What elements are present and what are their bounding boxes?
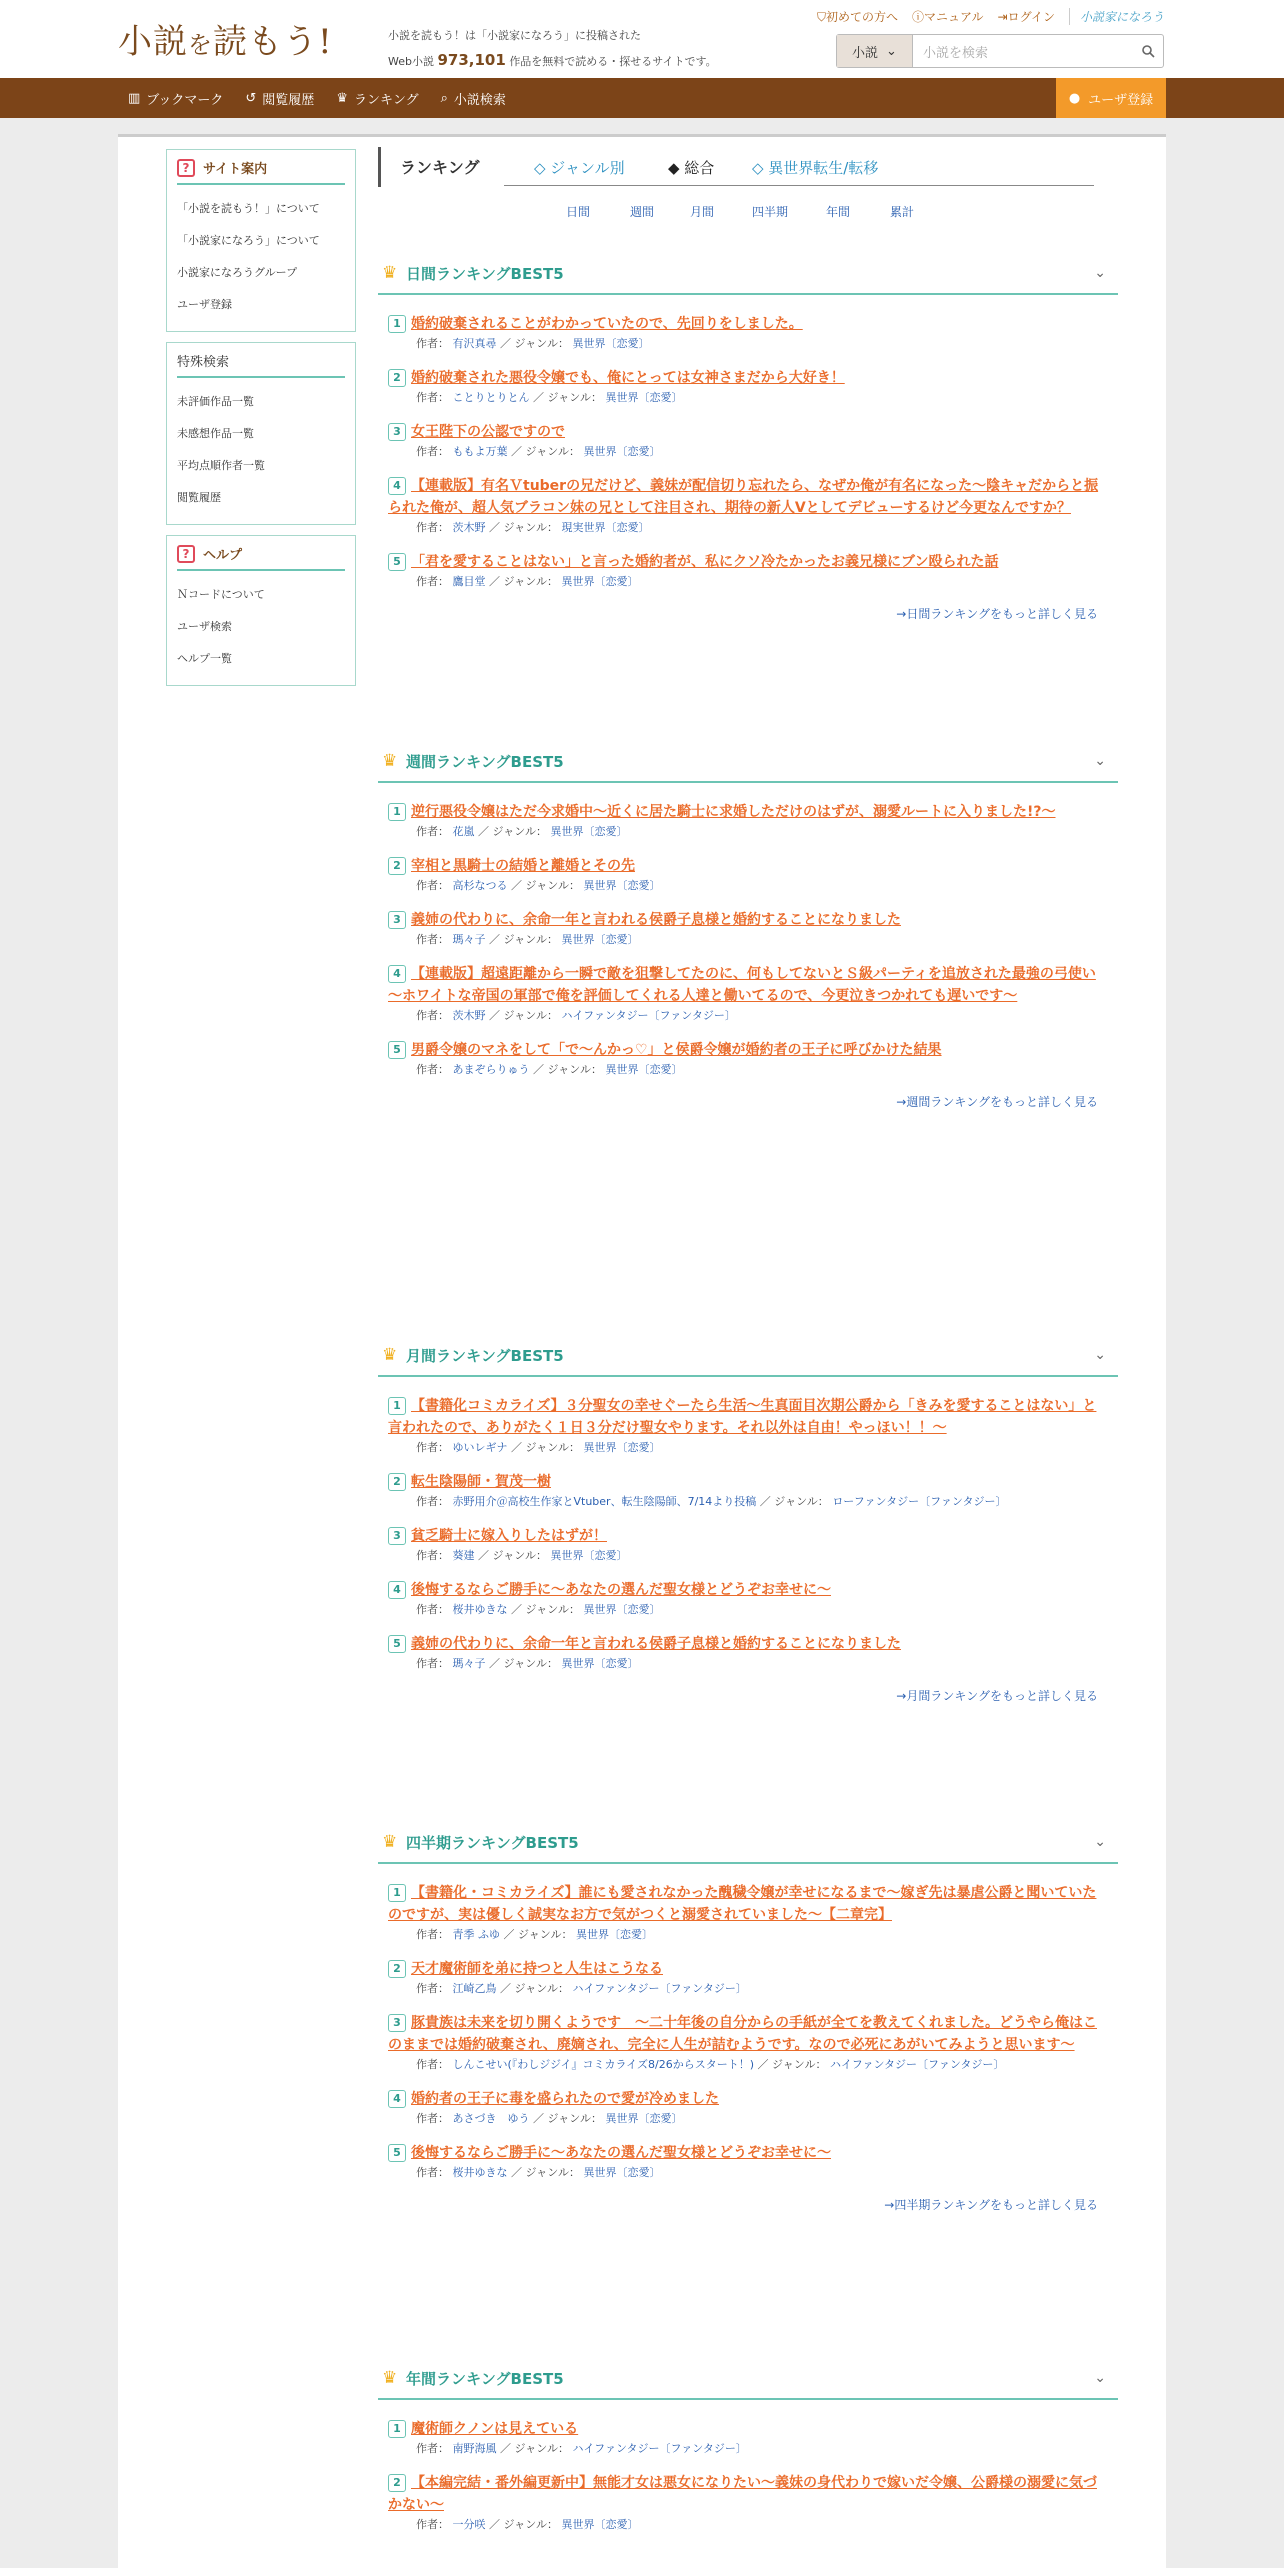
period-total[interactable]: 累計 <box>890 205 915 219</box>
entry-meta <box>388 1980 1108 1998</box>
genre-label: ／ ジャンル： <box>533 2112 603 2125</box>
rank-badge: 3 <box>388 423 406 441</box>
author-label: 作者： <box>416 2442 449 2455</box>
author-label: 作者： <box>416 1928 449 1941</box>
genre-link[interactable]: ハイファンタジー〔ファンタジー〕 <box>572 2442 747 2455</box>
author-link[interactable]: しんこせい(『わしジジイ』コミカライズ8/26からスタート！) <box>452 2058 755 2071</box>
period-monthly[interactable]: 月間 <box>690 205 715 219</box>
ranking-entry <box>388 367 1108 407</box>
section-header[interactable] <box>378 1822 1118 1864</box>
novel-title-link[interactable]: 宰相と黒騎士の結婚と離婚とその先 <box>411 858 635 874</box>
ranking-entry <box>388 2012 1108 2074</box>
section-header[interactable] <box>378 253 1118 295</box>
ranking-entry <box>388 1395 1108 1457</box>
novel-title-link[interactable]: 婚約者の王子に毒を盛られたので愛が冷めました <box>411 2091 719 2107</box>
genre-label: ／ ジャンル： <box>533 391 603 404</box>
rank-badge: 4 <box>388 2090 406 2108</box>
manual-link[interactable] <box>912 8 984 25</box>
nav-ranking-label: ランキング <box>353 92 419 108</box>
author-link[interactable]: 桜井ゆきな <box>452 2166 508 2179</box>
ranking-entry <box>388 909 1108 949</box>
sidebar-link[interactable]: Ｎコードについて <box>177 588 265 601</box>
user-register-button[interactable] <box>1056 78 1166 118</box>
tab-underline <box>504 185 1094 186</box>
rank-badge: 1 <box>388 2420 406 2438</box>
rank-badge: 4 <box>388 965 406 983</box>
section-title: 四半期ランキングBEST5 <box>406 1833 579 1852</box>
sidebar-link[interactable]: 閲覧履歴 <box>177 491 221 504</box>
rank-badge: 1 <box>388 803 406 821</box>
novel-title-link[interactable]: 魔術師クノンは見えている <box>411 2421 579 2437</box>
genre-label: ／ ジャンル： <box>489 521 559 534</box>
question-icon: ? <box>177 545 195 563</box>
tab-accent-bar <box>378 147 381 187</box>
site-guide-box <box>166 149 356 332</box>
first-time-link[interactable] <box>817 8 898 25</box>
period-weekly[interactable]: 週間 <box>630 205 655 219</box>
entry-meta <box>388 1007 1108 1025</box>
author-link[interactable]: 高杉なつる <box>452 879 508 892</box>
genre-label: ／ ジャンル： <box>478 825 548 838</box>
login-icon: ⇥ <box>997 10 1008 24</box>
user-register-label: ユーザ登録 <box>1088 92 1154 108</box>
rank-badge: 2 <box>388 2474 406 2492</box>
entry-meta <box>388 1655 1108 1673</box>
question-circle-icon: ⓘ <box>911 10 924 24</box>
genre-link[interactable]: 異世界〔恋愛〕 <box>583 2166 661 2179</box>
author-link[interactable]: 南野海風 <box>452 2442 497 2455</box>
entry-meta <box>388 389 1108 407</box>
crown-icon: ♛ <box>336 90 348 106</box>
narou-brand-link[interactable]: 小説家になろう <box>1069 8 1164 25</box>
sidebar-link[interactable]: 未感想作品一覧 <box>177 427 254 440</box>
rank-badge: 2 <box>388 1473 406 1491</box>
author-link[interactable]: ももよ万葉 <box>452 445 508 458</box>
ranking-entry <box>388 2142 1108 2182</box>
genre-link[interactable]: 異世界〔恋愛〕 <box>561 933 639 946</box>
sidebar <box>166 149 356 696</box>
novel-title-link[interactable]: 婚約破棄されることがわかっていたので、先回りをしました。 <box>411 316 803 332</box>
novel-title-link[interactable]: 【書籍化コミカライズ】３分聖女の幸せぐーたら生活〜生真面目次期公爵から「きみを愛することはない」と言われたので、ありがたく１日３分だけ聖女やります。それ以外は自由！やっほい！！〜 <box>388 1398 1097 1436</box>
genre-label: ／ ジャンル： <box>489 933 559 946</box>
login-label: ログイン <box>1007 10 1055 24</box>
genre-label: ／ ジャンル： <box>511 2166 581 2179</box>
nav-history[interactable] <box>245 89 314 108</box>
author-label: 作者： <box>416 445 449 458</box>
sidebar-link[interactable]: ヘルプ一覧 <box>177 652 232 665</box>
ranking-entry <box>388 1471 1108 1511</box>
entry-meta <box>388 573 1108 591</box>
genre-label: ／ ジャンル： <box>511 1441 581 1454</box>
shield-icon: ⛉ <box>816 10 826 24</box>
section-title: 月間ランキングBEST5 <box>406 1346 564 1365</box>
genre-link[interactable]: 異世界〔恋愛〕 <box>561 575 639 588</box>
entry-meta <box>388 335 1108 353</box>
ranking-entry <box>388 963 1108 1025</box>
genre-link[interactable]: ハイファンタジー〔ファンタジー〕 <box>830 2058 1005 2071</box>
monthly-ranking-section <box>378 1335 1118 1704</box>
search-type-value: 小説 <box>852 45 879 61</box>
ranking-list <box>378 2400 1118 2534</box>
entry-meta <box>388 1601 1108 1619</box>
entry-meta <box>388 2056 1108 2074</box>
ranking-entry <box>388 475 1108 537</box>
section-header[interactable] <box>378 1335 1118 1377</box>
genre-label: ／ ジャンル： <box>759 1495 829 1508</box>
ranking-entry <box>388 1525 1108 1565</box>
entry-meta <box>388 519 1108 537</box>
author-link[interactable]: 花嵐 <box>452 825 475 838</box>
ranking-entry <box>388 2418 1108 2458</box>
author-label: 作者： <box>416 933 449 946</box>
author-label: 作者： <box>416 391 449 404</box>
sidebar-link[interactable]: 「小説を読もう！」について <box>177 202 320 215</box>
crown-icon: ♛ <box>382 2368 398 2388</box>
genre-label: ／ ジャンル： <box>489 1657 559 1670</box>
novel-title-link[interactable]: 【連載版】超遠距離から一瞬で敵を狙撃してたのに、何もしてないとＳ級パーティを追放された最強の弓使い～ホワイトな帝国の軍部で俺を評価してくれる人達と働いてるので、今更泣きつかれても遅いです～ <box>388 966 1096 1004</box>
tagline-prefix: Web小説 <box>388 55 434 68</box>
author-link[interactable]: あまぞらりゅう <box>452 1063 530 1076</box>
entry-meta <box>388 1493 1108 1511</box>
author-link[interactable]: 桜井ゆきな <box>452 1603 508 1616</box>
main-container <box>118 134 1166 2568</box>
crown-icon: ♛ <box>382 1832 398 1852</box>
author-label: 作者： <box>416 1603 449 1616</box>
genre-link[interactable]: 異世界〔恋愛〕 <box>561 1657 639 1670</box>
crown-icon: ♛ <box>382 263 398 283</box>
nav-search[interactable] <box>441 89 506 108</box>
ranking-entry <box>388 1958 1108 1998</box>
genre-label: ／ ジャンル： <box>478 1549 548 1562</box>
author-label: 作者： <box>416 1495 449 1508</box>
nav-bookmark-label: ブックマーク <box>146 92 224 108</box>
chevron-down-icon[interactable]: ⌄ <box>1094 753 1106 769</box>
novel-title-link[interactable]: 婚約破棄された悪役令嬢でも、俺にとっては女神さまだから大好き！ <box>411 370 845 386</box>
genre-link[interactable]: 異世界〔恋愛〕 <box>605 1063 683 1076</box>
site-tagline <box>388 24 717 74</box>
history-icon: ↺ <box>245 90 257 106</box>
author-link[interactable]: 茨木野 <box>452 521 486 534</box>
first-time-label: 初めての方へ <box>825 10 898 24</box>
genre-link[interactable]: 異世界〔恋愛〕 <box>583 1603 661 1616</box>
author-label: 作者： <box>416 825 449 838</box>
author-link[interactable]: ことりとりとん <box>452 391 530 404</box>
author-label: 作者： <box>416 1657 449 1670</box>
search-type-select[interactable] <box>837 35 913 67</box>
period-links <box>378 187 1118 235</box>
author-label: 作者： <box>416 879 449 892</box>
more-ranking-link[interactable]: →四半期ランキングをもっと詳しく見る <box>884 2198 1098 2212</box>
genre-label: ／ ジャンル： <box>511 1603 581 1616</box>
period-yearly[interactable]: 年間 <box>826 205 851 219</box>
login-link[interactable] <box>998 8 1055 25</box>
site-guide-title-text: サイト案内 <box>203 162 268 177</box>
novel-title-link[interactable]: 転生陰陽師・賀茂一樹 <box>411 1474 551 1490</box>
novel-title-link[interactable]: 「君を愛することはない」と言った婚約者が、私にクソ冷たかったお義兄様にブン殴られた話 <box>411 554 999 570</box>
entry-meta <box>388 2440 1108 2458</box>
rank-badge: 5 <box>388 553 406 571</box>
entry-meta <box>388 1926 1108 1944</box>
author-link[interactable]: 瑪々子 <box>452 1657 486 1670</box>
novel-title-link[interactable]: 義姉の代わりに、余命一年と言われる侯爵子息様と婚約することになりました <box>411 912 901 928</box>
genre-label: ／ ジャンル： <box>489 2518 559 2531</box>
section-title: 日間ランキングBEST5 <box>406 264 564 283</box>
special-search-title: 特殊検索 <box>177 351 345 378</box>
novel-title-link[interactable]: 豚貴族は未来を切り開くようです ～二十年後の自分からの手紙が全てを教えてくれました。どうやら俺はこのままでは婚約破棄され、廃嫡され、完全に人生が詰むようです。なので必死にあがいてみようと思います～ <box>388 2015 1097 2053</box>
genre-link[interactable]: 異世界〔恋愛〕 <box>605 2112 683 2125</box>
quarterly-ranking-section <box>378 1822 1118 2213</box>
genre-link[interactable]: 異世界〔恋愛〕 <box>605 391 683 404</box>
section-header[interactable] <box>378 741 1118 783</box>
help-title <box>177 544 345 571</box>
nav-history-label: 閲覧履歴 <box>262 92 315 108</box>
author-label: 作者： <box>416 521 449 534</box>
sidebar-link[interactable]: 未評価作品一覧 <box>177 395 254 408</box>
genre-link[interactable]: 異世界〔恋愛〕 <box>572 337 650 350</box>
tab-genre[interactable]: ◇ ジャンル別 <box>534 159 625 177</box>
help-title-text: ヘルプ <box>203 548 243 563</box>
novel-title-link[interactable]: 後悔するならご勝手に～あなたの選んだ聖女様とどうぞお幸せに～ <box>411 2145 831 2161</box>
genre-link[interactable]: 異世界〔恋愛〕 <box>583 445 661 458</box>
ranking-entry <box>388 1039 1108 1079</box>
special-search-box <box>166 342 356 525</box>
author-label: 作者： <box>416 337 449 350</box>
entry-meta <box>388 931 1108 949</box>
sidebar-link[interactable]: 平均点順作者一覧 <box>177 459 265 472</box>
question-icon: ? <box>177 159 195 177</box>
search-icon: ⌕ <box>440 90 448 106</box>
author-label: 作者： <box>416 2112 449 2125</box>
top-links <box>817 8 1164 25</box>
ranking-entry <box>388 1579 1108 1619</box>
search-icon <box>1141 44 1155 58</box>
ranking-entry <box>388 2088 1108 2128</box>
novel-title-link[interactable]: 【連載版】有名Ｖtuberの兄だけど、義妹が配信切り忘れたら、なぜか俺が有名になった～陰キャだからと振られた俺が、超人気ブラコン妹の兄として注目され、期待の新人Vとしてデビューするけど今更なんですか？ <box>388 478 1099 516</box>
rank-badge: 3 <box>388 911 406 929</box>
entry-meta <box>388 1061 1108 1079</box>
genre-link[interactable]: 異世界〔恋愛〕 <box>561 2518 639 2531</box>
bookmark-icon: ▥ <box>128 90 141 106</box>
rank-badge: 1 <box>388 1884 406 1902</box>
rank-badge: 5 <box>388 1635 406 1653</box>
site-header <box>0 0 1284 78</box>
genre-label: ／ ジャンル： <box>500 2442 570 2455</box>
author-link[interactable]: 一分咲 <box>452 2518 486 2531</box>
novel-title-link[interactable]: 天才魔術師を弟に持つと人生はこうなる <box>411 1961 663 1977</box>
logo-text-small: を <box>188 31 213 59</box>
ranking-entry <box>388 801 1108 841</box>
genre-link[interactable]: 現実世界〔恋愛〕 <box>561 521 650 534</box>
rank-badge: 2 <box>388 857 406 875</box>
rank-badge: 2 <box>388 1960 406 1978</box>
weekly-ranking-section <box>378 741 1118 1110</box>
logo-text-main: 小説 <box>118 22 188 62</box>
yearly-ranking-section <box>378 2358 1118 2548</box>
site-guide-title <box>177 158 345 185</box>
author-label: 作者： <box>416 2058 449 2071</box>
author-link[interactable]: 赤野用介＠高校生作家とVtuber、転生陰陽師、7/14より投稿 <box>452 1495 757 1508</box>
ranking-entry <box>388 551 1108 591</box>
genre-link[interactable]: ハイファンタジー〔ファンタジー〕 <box>572 1982 747 1995</box>
period-quarterly[interactable]: 四半期 <box>752 205 789 219</box>
genre-link[interactable]: 異世界〔恋愛〕 <box>550 1549 628 1562</box>
section-header[interactable] <box>378 2358 1118 2400</box>
section-title: 年間ランキングBEST5 <box>406 2369 564 2388</box>
crown-icon: ♛ <box>382 751 398 771</box>
main-nav <box>0 78 1284 118</box>
period-daily[interactable]: 日間 <box>566 205 591 219</box>
more-ranking-link[interactable]: →月間ランキングをもっと詳しく見る <box>896 1689 1098 1703</box>
ranking-entry <box>388 313 1108 353</box>
genre-label: ／ ジャンル： <box>500 337 570 350</box>
ranking-heading: ランキング <box>400 158 480 177</box>
entry-meta <box>388 877 1108 895</box>
sidebar-link[interactable]: 「小説家になろう」について <box>177 234 320 247</box>
ranking-entry <box>388 1882 1108 1944</box>
nav-bookmark[interactable] <box>128 89 223 108</box>
genre-label: ／ ジャンル： <box>503 1928 573 1941</box>
rank-badge: 5 <box>388 1041 406 1059</box>
nav-search-label: 小説検索 <box>453 92 506 108</box>
genre-label: ／ ジャンル： <box>489 1009 559 1022</box>
site-logo[interactable] <box>118 14 333 63</box>
author-link[interactable]: 江崎乙鳥 <box>452 1982 497 1995</box>
search-form <box>836 34 1164 68</box>
author-link[interactable]: 鷹目堂 <box>452 575 486 588</box>
genre-label: ／ ジャンル： <box>511 445 581 458</box>
novel-title-link[interactable]: 女王陛下の公認ですので <box>411 424 565 440</box>
section-title: 週間ランキングBEST5 <box>406 752 564 771</box>
genre-link[interactable]: 異世界〔恋愛〕 <box>550 825 628 838</box>
ranking-list <box>378 783 1118 1079</box>
author-link[interactable]: あさづき ゆう <box>452 2112 530 2125</box>
author-label: 作者： <box>416 1549 449 1562</box>
rank-badge: 4 <box>388 477 406 495</box>
sidebar-link[interactable]: ユーザ検索 <box>177 620 232 633</box>
entry-meta <box>388 2164 1108 2182</box>
chevron-down-icon[interactable]: ⌄ <box>1094 2370 1106 2386</box>
genre-label: ／ ジャンル： <box>511 879 581 892</box>
ranking-list <box>378 1377 1118 1673</box>
ranking-list <box>378 1864 1118 2182</box>
entry-meta <box>388 2110 1108 2128</box>
crown-icon: ♛ <box>382 1345 398 1365</box>
manual-label: マニュアル <box>923 10 984 24</box>
genre-link[interactable]: 異世界〔恋愛〕 <box>576 1928 654 1941</box>
novel-title-link[interactable]: 貧乏騎士に嫁入りしたはずが！ <box>411 1528 607 1544</box>
search-button[interactable] <box>1133 35 1163 67</box>
genre-label: ／ ジャンル： <box>757 2058 827 2071</box>
genre-label: ／ ジャンル： <box>500 1982 570 1995</box>
author-link[interactable]: 茨木野 <box>452 1009 486 1022</box>
entry-meta <box>388 2516 1108 2534</box>
ranking-entry <box>388 2472 1108 2534</box>
rank-badge: 1 <box>388 315 406 333</box>
genre-link[interactable]: ローファンタジー〔ファンタジー〕 <box>832 1495 1007 1508</box>
novel-title-link[interactable]: 男爵令嬢のマネをして「で～んかっ♡」と侯爵令嬢が婚約者の王子に呼びかけた結果 <box>411 1042 942 1058</box>
genre-link[interactable]: 異世界〔恋愛〕 <box>583 1441 661 1454</box>
rank-badge: 2 <box>388 369 406 387</box>
author-label: 作者： <box>416 2518 449 2531</box>
genre-link[interactable]: 異世界〔恋愛〕 <box>583 879 661 892</box>
novel-title-link[interactable]: 逆行悪役令嬢はただ今求婚中～近くに居た騎士に求婚しただけのはずが、溺愛ルートに入りました!?～ <box>411 804 1056 820</box>
ranking-content <box>378 147 1118 2531</box>
rank-badge: 3 <box>388 2014 406 2032</box>
help-box <box>166 535 356 686</box>
rank-badge: 5 <box>388 2144 406 2162</box>
ranking-entry <box>388 1633 1108 1673</box>
nav-ranking[interactable] <box>336 89 418 108</box>
rank-badge: 1 <box>388 1397 406 1415</box>
sidebar-link[interactable]: ユーザ登録 <box>177 298 232 311</box>
genre-label: ／ ジャンル： <box>489 575 559 588</box>
tagline-line1: 小説を読もう！は「小説家になろう」に投稿された <box>388 29 641 42</box>
novel-title-link[interactable]: 義姉の代わりに、余命一年と言われる侯爵子息様と婚約することになりました <box>411 1636 901 1652</box>
ranking-list <box>378 295 1118 591</box>
entry-meta <box>388 443 1108 461</box>
tab-isekai[interactable]: ◇ 異世界転生/転移 <box>752 159 879 177</box>
tab-overall[interactable]: ◆ 総合 <box>668 159 715 177</box>
entry-meta <box>388 1547 1108 1565</box>
more-ranking-link[interactable]: →日間ランキングをもっと詳しく見る <box>896 607 1098 621</box>
more-ranking-link[interactable]: →週間ランキングをもっと詳しく見る <box>896 1095 1098 1109</box>
logo-text-rest: 読もう! <box>213 22 333 62</box>
entry-meta <box>388 823 1108 841</box>
rank-badge: 3 <box>388 1527 406 1545</box>
author-link[interactable]: ゆいレギナ <box>452 1441 508 1454</box>
chevron-down-icon: ⌄ <box>886 43 897 59</box>
author-label: 作者： <box>416 1009 449 1022</box>
ranking-entry <box>388 421 1108 461</box>
author-label: 作者： <box>416 575 449 588</box>
author-link[interactable]: 瑪々子 <box>452 933 486 946</box>
genre-label: ／ ジャンル： <box>533 1063 603 1076</box>
author-link[interactable]: 有沢真尋 <box>452 337 497 350</box>
sidebar-link[interactable]: 小説家になろうグループ <box>177 266 298 279</box>
entry-meta <box>388 1439 1108 1457</box>
author-label: 作者： <box>416 2166 449 2179</box>
ranking-tabs <box>378 147 1118 187</box>
work-count: 973,101 <box>437 51 506 69</box>
ranking-entry <box>388 855 1108 895</box>
author-label: 作者： <box>416 1982 449 1995</box>
author-link[interactable]: 青季 ふゆ <box>452 1928 500 1941</box>
genre-link[interactable]: ハイファンタジー〔ファンタジー〕 <box>561 1009 736 1022</box>
chevron-down-icon[interactable]: ⌄ <box>1094 265 1106 281</box>
novel-title-link[interactable]: 【書籍化・コミカライズ】誰にも愛されなかった醜穢令嬢が幸せになるまで〜嫁ぎ先は暴虐公爵と聞いていたのですが、実は優しく誠実なお方で気がつくと溺愛されていました〜【二章完】 <box>388 1885 1097 1923</box>
search-input[interactable]: 小説を検索 <box>923 45 989 61</box>
novel-title-link[interactable]: 後悔するならご勝手に～あなたの選んだ聖女様とどうぞお幸せに～ <box>411 1582 831 1598</box>
author-label: 作者： <box>416 1441 449 1454</box>
author-label: 作者： <box>416 1063 449 1076</box>
chevron-down-icon[interactable]: ⌄ <box>1094 1347 1106 1363</box>
author-link[interactable]: 葵建 <box>452 1549 475 1562</box>
daily-ranking-section <box>378 253 1118 622</box>
rank-badge: 4 <box>388 1581 406 1599</box>
tagline-suffix: 作品を無料で読める・探せるサイトです。 <box>509 55 717 68</box>
chevron-down-icon[interactable]: ⌄ <box>1094 1834 1106 1850</box>
user-icon: ● <box>1068 90 1081 106</box>
novel-title-link[interactable]: 【本編完結・番外編更新中】無能才女は悪女になりたい～義妹の身代わりで嫁いだ令嬢、公爵様の溺愛に気づかない～ <box>388 2475 1097 2513</box>
